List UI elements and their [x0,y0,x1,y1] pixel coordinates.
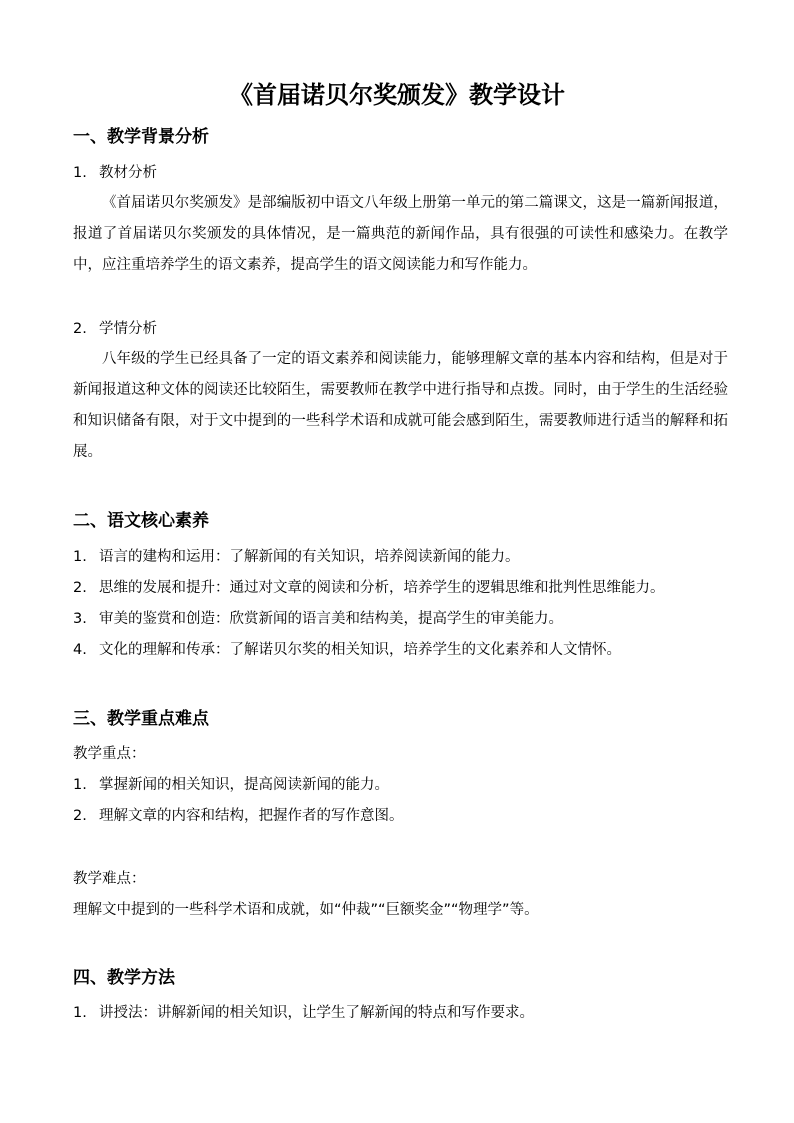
key-points-label: 教学重点： [73,746,146,762]
list-item [73,577,665,599]
list-item [73,1002,534,1024]
list-item [73,774,389,796]
list-number: 1. [73,549,87,565]
list-number: 1. [73,165,87,181]
subsection-label: 教材分析 [99,165,157,181]
list-item-text: 掌握新闻的相关知识，提高阅读新闻的能力。 [99,777,389,793]
subsection-student-analysis [73,318,157,340]
section-heading-core-literacy: 二、语文核心素养 [73,511,209,531]
list-number: 1. [73,777,87,793]
list-item-text: 语言的建构和运用：了解新闻的有关知识，培养阅读新闻的能力。 [99,549,520,565]
list-item-text: 讲授法：讲解新闻的相关知识，让学生了解新闻的特点和写作要求。 [99,1005,534,1021]
section-heading-key-difficulties: 三、教学重点难点 [73,709,209,729]
list-item [73,805,404,827]
list-item [73,608,563,630]
section-heading-background: 一、教学背景分析 [73,127,209,147]
subsection-textbook-analysis [73,162,157,184]
paragraph-textbook-analysis: 《首届诺贝尔奖颁发》是部编版初中语文八年级上册第一单元的第二篇课文，这是一篇新闻报道，报道了首届诺贝尔奖颁发的具体情况，是一篇典范的新闻作品，具有很强的可读性和感染力。在教学中，应注重培养学生的语文素养，提高学生的语文阅读能力和写作能力。 [73,195,728,273]
list-number: 1. [73,1005,87,1021]
list-number: 2. [73,580,87,596]
list-number: 3. [73,611,87,627]
paragraph-student-analysis: 八年级的学生已经具备了一定的语文素养和阅读能力，能够理解文章的基本内容和结构，但是对于新闻报道这种文体的阅读还比较陌生，需要教师在教学中进行指导和点拨。同时，由于学生的生活经验和知识储备有限，对于文中提到的一些科学术语和成就可能会感到陌生，需要教师进行适当的解释和拓展。 [73,351,728,460]
difficulty-label: 教学难点： [73,871,146,887]
difficulty-text: 理解文中提到的一些科学术语和成就，如“仲裁”“巨额奖金”“物理学”等。 [73,902,539,918]
section-heading-teaching-methods: 四、教学方法 [73,968,175,988]
list-item [73,546,520,568]
list-item-text: 理解文章的内容和结构，把握作者的写作意图。 [99,808,404,824]
list-number: 4. [73,642,87,658]
list-item-text: 审美的鉴赏和创造：欣赏新闻的语言美和结构美，提高学生的审美能力。 [99,611,563,627]
list-number: 2. [73,321,87,337]
document-title: 《首届诺贝尔奖颁发》教学设计 [229,81,565,109]
list-number: 2. [73,808,87,824]
list-item-text: 思维的发展和提升：通过对文章的阅读和分析，培养学生的逻辑思维和批判性思维能力。 [99,580,665,596]
subsection-label: 学情分析 [99,321,157,337]
list-item-text: 文化的理解和传承：了解诺贝尔奖的相关知识，培养学生的文化素养和人文情怀。 [99,642,621,658]
list-item [73,639,621,661]
